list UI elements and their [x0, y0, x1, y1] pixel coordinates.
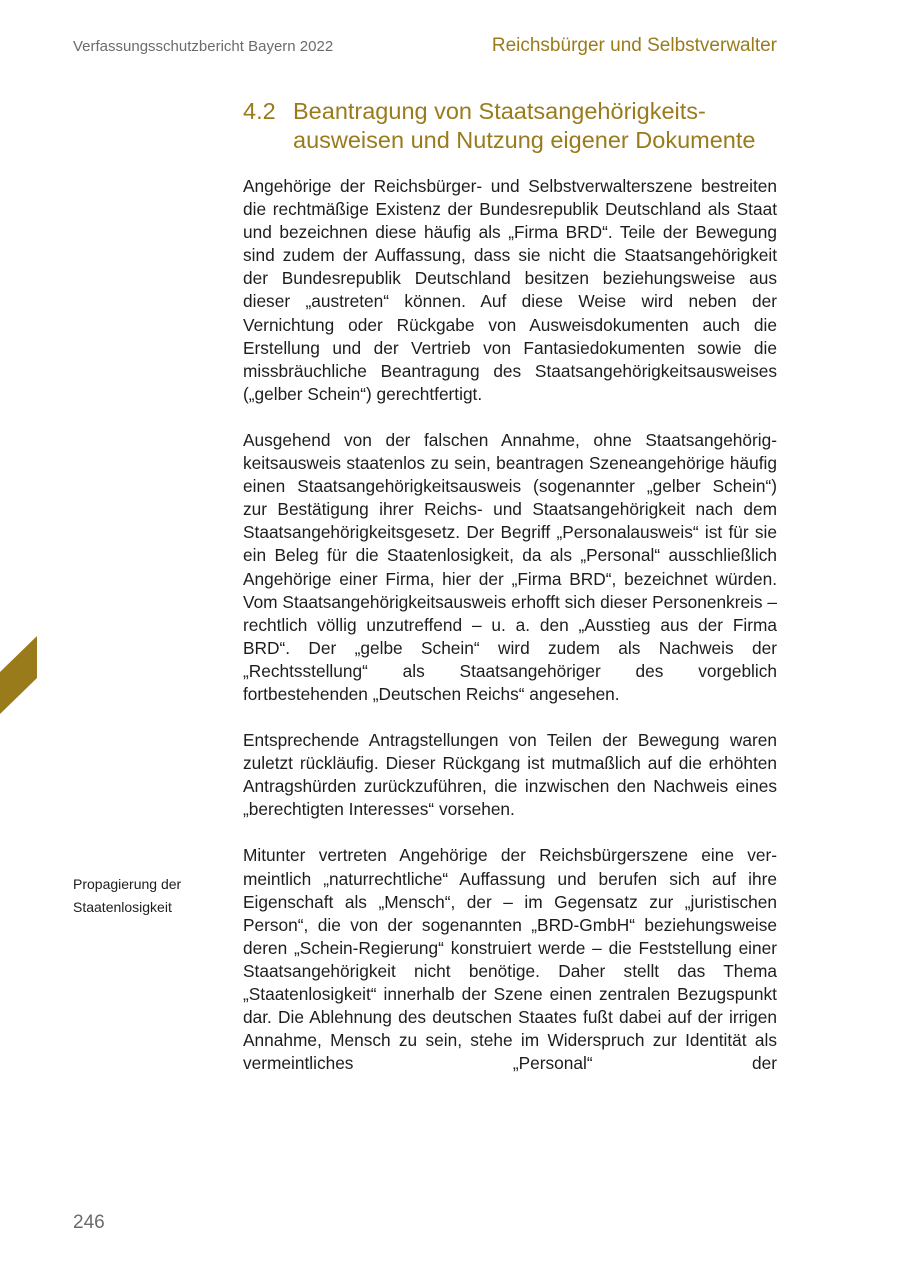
- margin-note-line-2: Staatenlosigkeit: [73, 899, 172, 915]
- paragraph-2: Ausgehend von der falschen Annahme, ohne Staatsangehörigkeitsausweis staatenlos zu sein, beantragen Szeneangehörige häufig einen Staatsangehörigkeitsausweis (sogenannter „gelber Schein“) zur Bestätigung ihrer Reichs- und Staatsangehörigkeit nach dem Staatsangehörigkeitsgesetz. Der Begriff „Personalausweis“ ist für sie ein Beleg für die Staatenlosigkeit, da als „Personal“ ausschließlich Angehörige einer Firma, hier der „Firma BRD“, bezeichnet würden. Vom Staatsangehörigkeitsausweis erhofft sich dieser Personenkreis – rechtlich völlig unzutreffend – u. a. den „Ausstieg aus der Firma BRD“. Der „gelbe Schein“ wird zudem als Nachweis der „Rechtsstellung“ als Staatsangehöriger des vorgeblich fortbestehenden „Deutschen Reichs“ angesehen.: [243, 429, 777, 704]
- page-number: 246: [73, 1212, 105, 1233]
- section-title: Beantragung von Staatsangehörigkeitsausweisen und Nutzung eigener Dokumente: [293, 98, 756, 153]
- margin-note: [73, 873, 223, 919]
- running-header-right: Reichsbürger und Selbstverwalter: [491, 35, 777, 56]
- chapter-tab-marker: [0, 636, 37, 714]
- running-header-left: Verfassungsschutzbericht Bayern 2022: [73, 38, 334, 55]
- paragraph-4: Mitunter vertreten Angehörige der Reichsbürgerszene eine vermeintlich „naturrechtliche“ Auffassung und berufen sich auf ihre Eigenschaft als „Mensch“, der – im Gegensatz zur „juristischen Person“, die von der sogenannten „BRD-GmbH“ beziehungsweise deren „Schein-Regierung“ konstruiert werde – die Feststellung einer Staatsangehörigkeit nicht benötige. Daher stellt das Thema „Staatenlosigkeit“ innerhalb der Szene einen zentralen Bezugspunkt dar. Die Ablehnung des deutschen Staates fußt dabei auf der irrigen Annahme, Mensch zu sein, stehe im Widerspruch zur Identität als vermeintliches „Personal“ der: [243, 845, 777, 1074]
- chapter-tab-shape: [0, 636, 37, 714]
- body-text: [243, 175, 777, 1075]
- margin-note-line-1: Propagierung der: [73, 876, 182, 892]
- paragraph-3: Entsprechende Antragstellungen von Teilen der Bewegung waren zuletzt rückläufig. Dieser Rückgang ist mutmaßlich auf die erhöhten Antragshürden zurückzuführen, die inzwischen den Nachweis eines „berechtigten Interesses“ vorsehen.: [243, 730, 777, 820]
- paragraph-1: Angehörige der Reichsbürger- und Selbstverwalterszene bestreiten die rechtmäßige Existenz der Bundesrepublik Deutschland als Staat und bezeichnen diese häufig als „Firma BRD“. Teile der Bewegung sind zudem der Auffassung, dass sie nicht die Staatsangehörigkeit der Bundesrepublik Deutschland besitzen beziehungsweise aus dieser „austreten“ können. Auf diese Weise wird neben der Vernichtung oder Rückgabe von Ausweisdokumenten auch die Erstellung und der Vertrieb von Fantasiedokumenten sowie die missbräuchliche Beantragung des Staatsangehörigkeitsausweises („gelber Schein“) gerechtfertigt.: [243, 176, 777, 404]
- section-number: 4.2: [243, 98, 276, 124]
- section-heading: [243, 97, 803, 155]
